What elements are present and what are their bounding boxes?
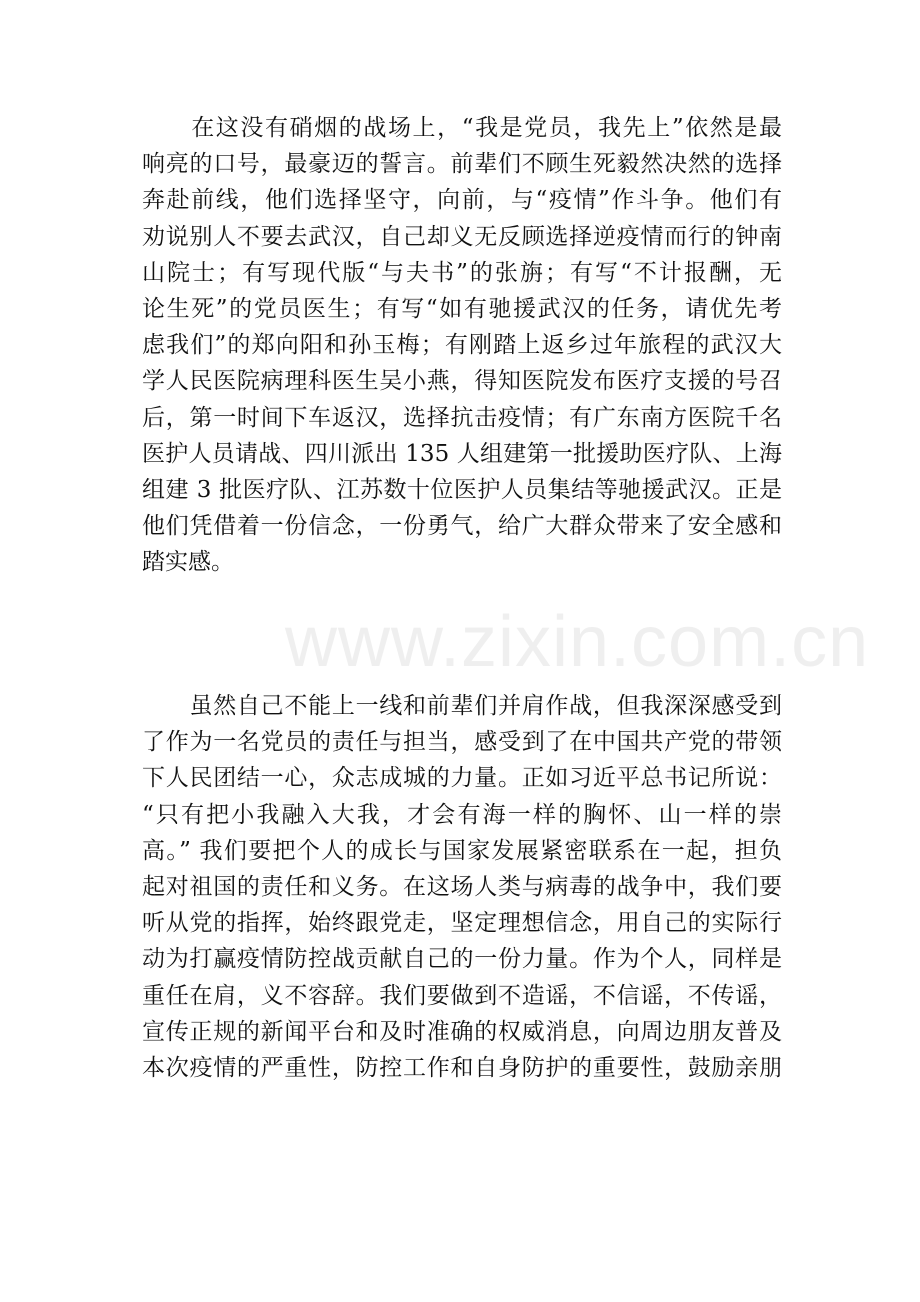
paragraph-line: 后，第一时间下车返汉，选择抗击疫情；有广东南方医院千名 <box>142 404 782 431</box>
paragraph-line: “只有把小我融入大我，才会有海一样的胸怀、山一样的崇 <box>142 801 782 828</box>
paragraph-line: 动为打赢疫情防控战贡献自己的一份力量。作为个人，同样是 <box>142 946 782 973</box>
paragraph-line: 虽然自己不能上一线和前辈们并肩作战，但我深深感受到 <box>142 693 782 719</box>
paragraph-2 <box>142 688 782 1086</box>
paragraph-line: 组建 3 批医疗队、江苏数十位医护人员集结等驰援武汉。正是 <box>142 476 782 503</box>
paragraph-line: 劝说别人不要去武汉，自己却义无反顾选择逆疫情而行的钟南 <box>142 223 782 250</box>
paragraph-line: 听从党的指挥，始终跟党走，坚定理想信念，用自己的实际行 <box>142 910 782 937</box>
paragraph-line: 了作为一名党员的责任与担当，感受到了在中国共产党的带领 <box>142 729 782 756</box>
watermark: www.zixin.com.cn <box>285 602 870 682</box>
paragraph-line: 奔赴前线，他们选择坚守，向前，与“疫情”作斗争。他们有 <box>142 187 782 214</box>
paragraph-line: 论生死”的党员医生；有写“如有驰援武汉的任务，请优先考 <box>142 295 782 322</box>
paragraph-line: 起对祖国的责任和义务。在这场人类与病毒的战争中，我们要 <box>142 873 782 900</box>
paragraph-line: 响亮的口号，最豪迈的誓言。前辈们不顾生死毅然决然的选择 <box>142 151 782 178</box>
paragraph-line: 下人民团结一心，众志成城的力量。正如习近平总书记所说： <box>142 765 782 792</box>
paragraph-line: 在这没有硝烟的战场上，“我是党员，我先上”依然是最 <box>142 115 782 141</box>
paragraph-1 <box>142 110 782 580</box>
paragraph-line: 高。” 我们要把个人的成长与国家发展紧密联系在一起，担负 <box>142 837 782 864</box>
paragraph-line: 学人民医院病理科医生吴小燕，得知医院发布医疗支援的号召 <box>142 368 782 395</box>
paragraph-line: 宣传正规的新闻平台和及时准确的权威消息，向周边朋友普及 <box>142 1018 782 1045</box>
paragraph-line: 他们凭借着一份信念，一份勇气，给广大群众带来了安全感和 <box>142 513 782 540</box>
paragraph-line: 本次疫情的严重性，防控工作和自身防护的重要性，鼓励亲朋 <box>142 1054 782 1081</box>
paragraph-line: 山院士；有写现代版“与夫书”的张旃；有写“不计报酬，无 <box>142 259 782 286</box>
paragraph-line: 医护人员请战、四川派出 135 人组建第一批援助医疗队、上海 <box>142 440 782 467</box>
paragraph-line: 踏实感。 <box>142 549 234 576</box>
paragraph-line: 虑我们”的郑向阳和孙玉梅；有刚踏上返乡过年旅程的武汉大 <box>142 332 782 359</box>
paragraph-line: 重任在肩，义不容辞。我们要做到不造谣，不信谣，不传谣， <box>142 982 782 1009</box>
